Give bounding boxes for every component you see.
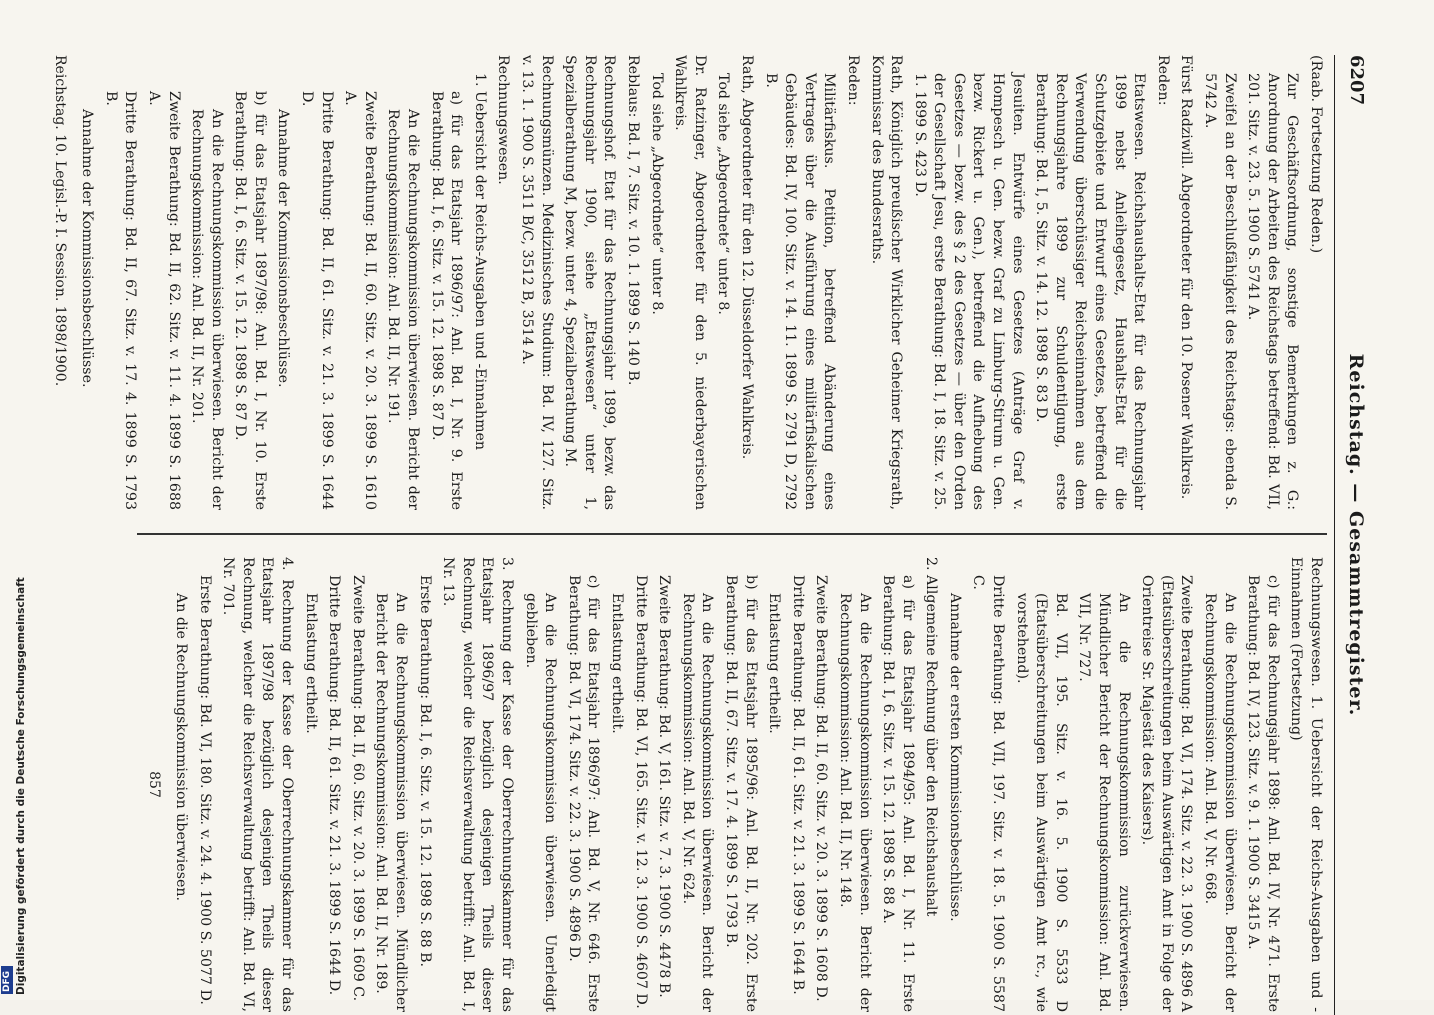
register-entry: Zweite Berathung: Bd. VI, 174. Sitz. v. 22. 3. 1900 S. 4896 A (Etatsüberschreitungen beim Auswärtigen Amt in Folge der Orientreise Sr. Majestät des Kaisers). [1139, 575, 1195, 1012]
register-entry: Dritte Berathung: Bd. VII, 197. Sitz. v. 18. 5. 1900 S. 5587 C. [970, 575, 1007, 1012]
register-entry: Annahme der Kommissionsbeschlüsse. [79, 109, 96, 388]
register-entry: Reden: [844, 55, 861, 106]
column-divider [137, 533, 1327, 535]
register-entry: An die Rechnungskommission überwiesen. Bericht der Rechnungskommission: Anl. Bd. V, Nr. 624. [679, 593, 716, 1012]
register-entry: a) für das Etatsjahr 1894/95: Anl. Bd. I, Nr. 11. Erste Berathung: Bd. I, 6. Sitz. v. 15. 12. 1898 S. 88 A. [880, 575, 916, 1012]
register-entry: Zweite Berathung: Bd. II, 60. Sitz. v. 20. 3. 1899 S. 1608 D. [813, 575, 830, 1002]
register-entry: Zweite Berathung: Bd. II, 60. Sitz. v. 20. 3. 1899 S. 1610 A. [342, 91, 378, 510]
register-entry: Dritte Berathung: Bd. II, 67. Sitz. v. 17. 4. 1899 S. 1793 B. [102, 91, 139, 510]
register-entry: An die Rechnungskommission überwiesen. [173, 593, 190, 902]
register-entry: Reblaus: Bd. I, 7. Sitz. v. 10. 1. 1899 S. 140 B. [625, 55, 641, 386]
register-entry: Rechnungsmünzen. Medizinisches Studium: Bd. IV, 127. Sitz. v. 13. 1. 1900 S. 3511 B/C, 3512 B, 3514 A. [519, 55, 555, 510]
register-entry: Erste Berathung: Bd. I, 6. Sitz. v. 15. 12. 1898 S. 88 B. [416, 575, 433, 968]
register-entry: Tod siehe „Abgeordnete“ unter 8. [648, 73, 665, 315]
register-entry: Dritte Berathung: Bd. II, 61. Sitz. v. 21. 3. 1899 S. 1644 D. [299, 91, 335, 510]
register-entry: An die Rechnungskommission zurückverwiesen. Mündlicher Bericht der Rechnungskommission: Anl. Bd. VII, Nr. 727. [1076, 593, 1132, 1012]
page-number: 6207 [1346, 55, 1367, 106]
register-entry: Zur Geschäftsordnung, sonstige Bemerkungen z. G.: Anordnung der Arbeiten des Reichstags betreffend: Bd. VII, 201. Sitz. v. 23. 5. 1900 S. 5741 A. [1245, 73, 1301, 510]
register-entry: An die Rechnungskommission überwiesen. Bericht der Rechnungskommission: Anl. Bd. II, Nr. 191. [385, 109, 422, 510]
rotated-register-page [45, 55, 1375, 1015]
register-entry: Dr. Ratzinger, Abgeordneter für den 5. niederbayerischen Wahlkreis. [672, 55, 708, 510]
register-entry: Reden: [1154, 55, 1171, 106]
register-entry: Dritte Berathung: Bd. VI, 165. Sitz. v. 12. 3. 1900 S. 4607 D. [632, 575, 649, 1009]
column-footer: Reichstag. 10. Legisl.-P. I. Session. 1898/1900. [51, 55, 68, 387]
dfg-logo-text: DFG [2, 970, 12, 992]
register-entry: Fürst Radziwill. Abgeordneter für den 10. Posener Wahlkreis. [1178, 55, 1195, 500]
dfg-logo [1, 966, 13, 994]
register-entry: Rechnungswesen. [495, 55, 512, 185]
running-title: Reichstag. — Gesammtregister. [1345, 353, 1367, 717]
column-footer: 857 [145, 771, 162, 798]
left-column [49, 55, 1325, 510]
register-entry: Entlastung ertheilt. [302, 593, 319, 734]
register-entry: Dritte Berathung: Bd. II, 61. Sitz. v. 21. 3. 1899 S. 1644 B. [789, 575, 806, 995]
register-entry: Tod siehe „Abgeordnete“ unter 8. [715, 73, 732, 315]
register-entry: Bd. VII, 195. Sitz. v. 16. 5. 1900 S. 5533 D (Etatsüberschreitungen beim Auswärtigen Amt rc., wie vorstehend). [1013, 593, 1069, 1012]
register-entry: An die Rechnungskommission überwiesen. Bericht der Rechnungskommission: Anl. Bd. II, Nr. 148. [836, 593, 873, 1012]
register-entry: Rechnungshof. Etat für das Rechnungsjahr 1899, bezw. das Rechnungsjahr 1900, siehe „Etatswesen“ unter 1, Spezialberathung M, bezw. unter 4, Spezialberathung M. [562, 55, 618, 510]
register-entry: Jesuiten. Entwürfe eines Gesetzes (Anträge Graf v. Hompesch u. Gen. bezw. Graf zu Limburg-Stirum u. Gen. bezw. Rickert u. Gen.), betreffend die Aufhebung des Gesetzes — bezw. des § 2 des Gesetzes — über den Orden der Gesellschaft Jesu, erste Berathung: Bd. I, 18. Sitz. v. 25. 1. 1899 S. 423 D. [911, 73, 1026, 510]
register-entry: a) für das Etatsjahr 1896/97: Anl. Bd. I, Nr. 9. Erste Berathung: Bd. I, 6. Sitz. v. 15. 12. 1898 S. 87 D. [428, 91, 465, 510]
page-header [1334, 55, 1375, 1015]
register-entry: c) für das Etatsjahr 1896/97: Anl. Bd. V, Nr. 646. Erste Berathung: Bd. VI, 174. Sitz. v. 22. 3. 1900 S. 4896 D. [565, 575, 602, 1012]
register-entry: 4. Rechnung der Kasse der Oberrechnungskammer für das Etatsjahr 1897/98 bezüglich desjenigen Theils dieser Rechnung, welcher die Reichsverwaltung betrifft: Anl. Bd. VI, Nr. 701. [220, 557, 296, 1012]
register-entry: Zweite Berathung: Bd. II, 62. Sitz. v. 11. 4. 1899 S. 1688 A. [145, 91, 182, 510]
register-entry: Zweifel an der Beschlußfähigkeit des Reichstags: ebenda S. 5742 A. [1202, 73, 1238, 510]
digitization-credit [0, 0, 27, 1000]
register-entry: Entlastung ertheilt. [609, 593, 625, 734]
register-entry: c) für das Rechnungsjahr 1898: Anl. Bd. IV, Nr. 471. Erste Berathung: Bd. IV, 123. Sitz. v. 9. 1. 1900 S. 3415 A. [1245, 575, 1281, 1012]
register-entry: Annahme der Kommissionsbeschlüsse. [275, 109, 292, 388]
register-entry: Etatswesen. Reichshaushalts-Etat für das Rechnungsjahr 1899 nebst Anleihegesetz, Haushalts-Etat für die Schutzgebiete und Entwurf eines Gesetzes, betreffend die Verwendung überschüssiger Reichseinnahmen aus dem Rechnungsjahre 1899 zur Schuldentilgung, erste Berathung: Bd. I, 5. Sitz. v. 14. 12. 1898 S. 83 D. [1033, 73, 1148, 510]
register-entry: 2. Allgemeine Rechnung über den Reichshaushalt [923, 557, 940, 917]
register-entry: Zweite Berathung: Bd. II, 60. Sitz. v. 20. 3. 1899 S. 1609 C. [349, 575, 366, 1002]
register-entry: Rath, Königlich preußischer Wirklicher Geheimer Kriegsrath, Kommissar des Bundesraths. [868, 55, 905, 510]
register-entry: 3. Rechnung der Kasse der Oberrechnungskammer für das Etatsjahr 1896/97 bezüglich desjenigen Theils dieser Rechnung, welcher die Reichsverwaltung betrifft: Anl. Bd. I, Nr. 13. [440, 557, 516, 1012]
register-entry: An die Rechnungskommission überwiesen. Bericht der Rechnungskommission: Anl. Bd. II, Nr. 201. [189, 109, 225, 510]
digitization-credit-text: Digitalisierung gefördert durch die Deutsche Forschungsgemeinschaft [15, 577, 27, 995]
register-entry: (Raab. Fortsetzung Reden.) [1308, 55, 1324, 254]
register-entry: Dritte Berathung: Bd. II, 61. Sitz. v. 21. 3. 1899 S. 1644 D. [326, 575, 343, 996]
register-entry: Erste Berathung: Bd. VI, 180. Sitz. v. 24. 4. 1900 S. 5077 D. [196, 575, 213, 1005]
register-entry: Rechnungswesen. 1. Uebersicht der Reichs-Ausgaben und -Einnahmen (Fortsetzung) [1288, 557, 1324, 1012]
register-entry: Zweite Berathung: Bd. V, 161. Sitz. v. 7. 3. 1900 S. 4478 B. [656, 575, 673, 998]
register-entry: b) für das Etatsjahr 1895/96: Anl. Bd. II, Nr. 202. Erste Berathung: Bd. II, 67. Sitz. v. 17. 4. 1899 S. 1793 B. [722, 575, 759, 1012]
register-entry: An die Rechnungskommission überwiesen. Bericht der Rechnungskommission: Anl. Bd. V, Nr. 668. [1202, 593, 1238, 1012]
register-entry: Annahme der ersten Kommissionsbeschlüsse. [946, 593, 963, 922]
register-entry: An die Rechnungskommission überwiesen. Unerledigt geblieben. [522, 593, 559, 1012]
register-entry: Militärfiskus. Petition, betreffend Abänderung eines Vertrages über die Ausführung eines militärfiskalischen Gebäudes: Bd. IV, 100. Sitz. v. 14. 11. 1899 S. 2791 D, 2792 B. [762, 73, 838, 510]
register-entry: An die Rechnungskommission überwiesen. Mündlicher Bericht der Rechnungskommission: Anl. Bd. II, Nr. 189. [373, 593, 410, 1012]
register-entry: Rath, Abgeordneter für den 12. Düsseldorfer Wahlkreis. [738, 55, 755, 460]
register-entry: b) für das Etatsjahr 1897/98: Anl. Bd. I, Nr. 10. Erste Berathung: Bd. I, 6. Sitz. v. 15. 12. 1898 S. 87 D. [232, 91, 268, 510]
register-entry: Entlastung ertheilt. [766, 593, 783, 734]
register-entry: 1. Uebersicht der Reichs-Ausgaben und -Einnahmen [471, 73, 488, 451]
right-column [143, 557, 1325, 1012]
